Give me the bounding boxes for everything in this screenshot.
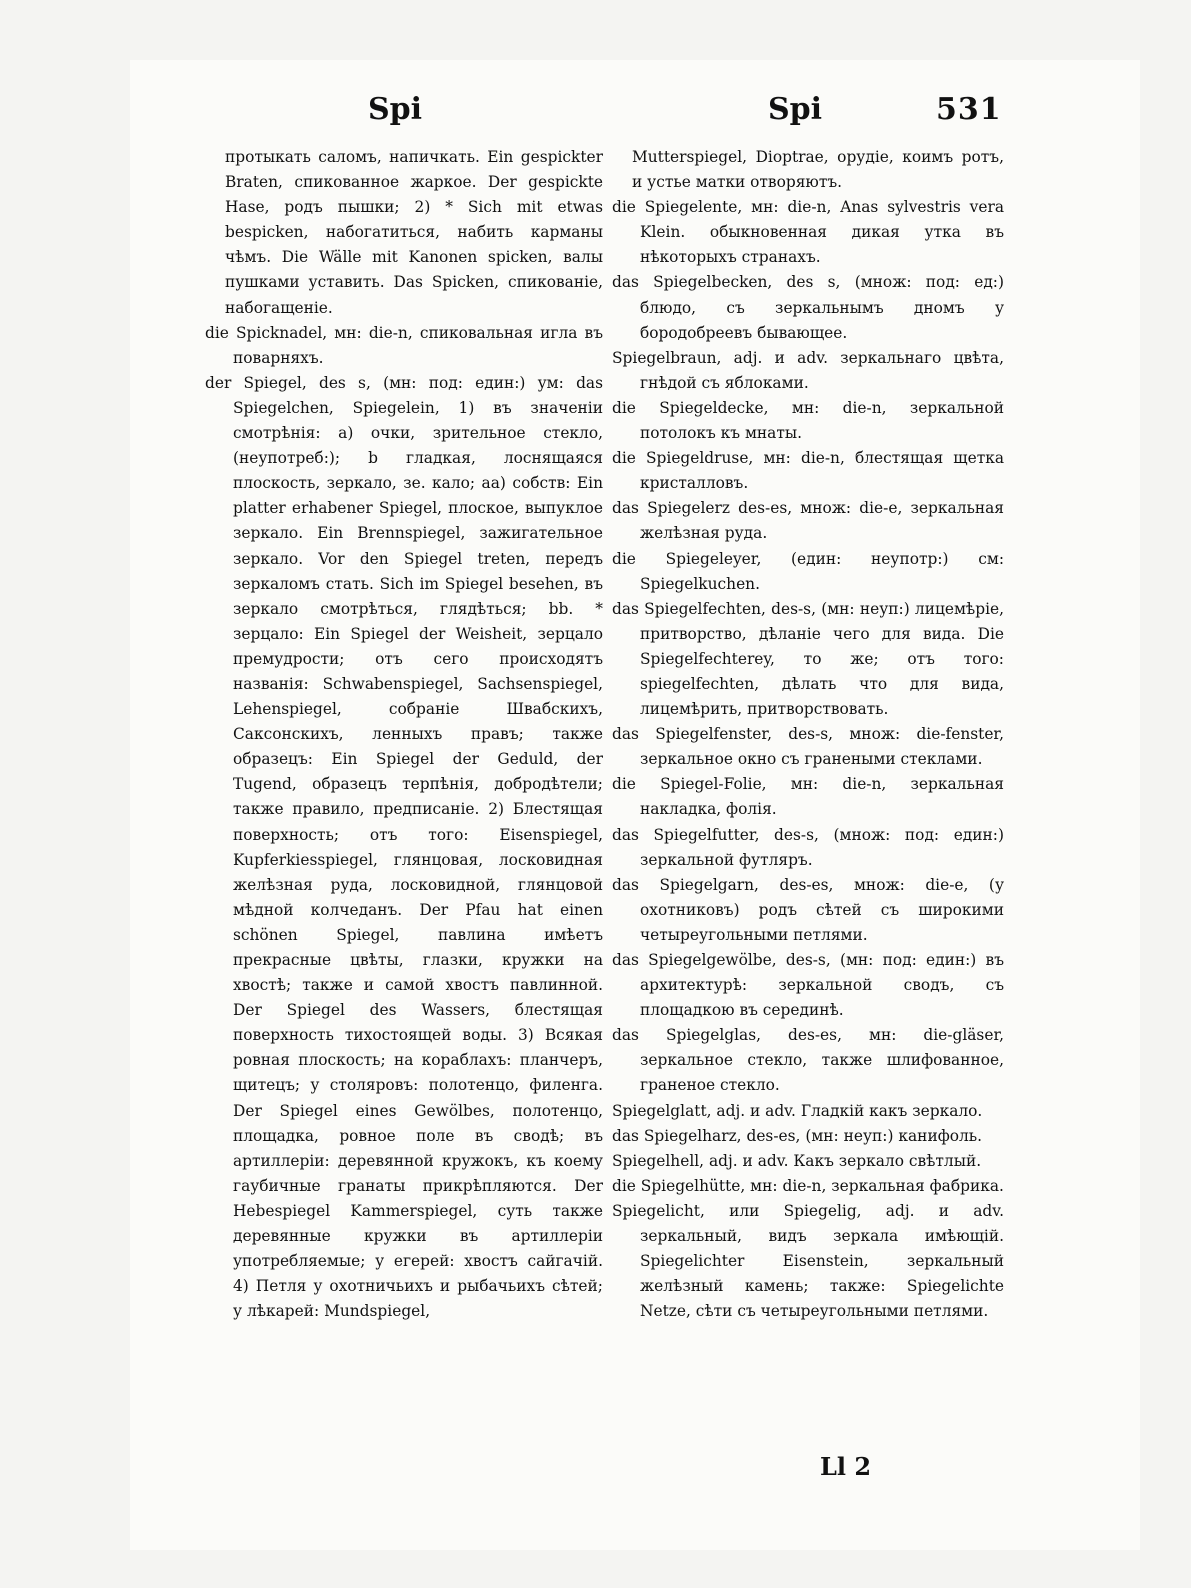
dictionary-entry: das Spiegelerz des-es, множ: die-e, зеркальная желѣзная руда. — [612, 499, 1004, 543]
dictionary-entry: das Spiegelgewölbe, des-s, (мн: под: един:) въ архитектурѣ: зеркальной сводъ, съ площадкою въ серединѣ. — [612, 951, 1004, 1020]
dictionary-entry: der Spiegel, des s, (мн: под: един:) ум: das Spiegelchen, Spiegelein, 1) въ значеніи смотрѣнія: a) очки, зрительное стекло, (неупотреб:); b гладкая, лоснящаяся плоскость, зеркало, зе. кало; aa) собств: Ein platter erhabener Spiegel, плоское, выпуклое зеркало. Ein Brennspiegel, зажигательное зеркало. Vor den Spiegel treten, передъ зеркаломъ стать. Sich im Spiegel besehen, въ зеркало смотрѣться, глядѣться; bb. * зерцало: Ein Spiegel der Weisheit, зерцало премудрости; отъ сего происходятъ названія: Schwabenspiegel, Sachsenspiegel, Lehenspiegel, собраніе Швабскихъ, Саксонскихъ, ленныхъ правъ; также образецъ: Ein Spiegel der Geduld, der Tugend, образецъ терпѣнія, добродѣтели; также правило, предписаніе. 2) Блестящая поверхность; отъ того: Eisenspiegel, Kupferkiesspiegel, глянцовая, лосковидная желѣзная руда, лосковидной, глянцовой мѣдной колчеданъ. Der Pfau hat einen schönen Spiegel, павлина имѣетъ прекрасные цвѣты, глазки, кружки на хвостѣ; также и самой хвостъ павлинной. Der Spiegel des Wassers, блестящая поверхность тихостоящей воды. 3) Всякая ровная плоскость; на кораблахъ: планчеръ, щитецъ; у столяровъ: полотенцо, филенга. Der Spiegel eines Gewölbes, полотенцо, площадка, ровное поле въ сводѣ; въ артиллеріи: деревянной кружокъ, къ коему гаубичные гранаты прикрѣпляются. Der Hebespiegel Kammerspiegel, суть также деревянные кружки въ артиллеріи употребляемые; у егерей: хвостъ сайгачій. 4) Петля у охотничьихъ и рыбачьихъ сѣтей; у лѣкарей: Mundspiegel, — [205, 373, 603, 1321]
dictionary-entry: Spiegelhell, adj. и adv. Какъ зеркало свѣтлый. — [612, 1151, 982, 1170]
dictionary-entry: Spiegelicht, или Spiegelig, adj. и adv. зеркальный, видъ зеркала имѣющій. Spiegelichter Eisenstein, зеркальный желѣзный камень; также: Spiegelichte Netze, сѣти съ четыреугольными петлями. — [612, 1201, 1004, 1321]
dictionary-entry: das Spiegelgarn, des-es, множ: die-e, (у охотниковъ) родъ сѣтей съ широкими четыреугольными петлями. — [612, 875, 1004, 944]
dictionary-entry: das Spiegelbecken, des s, (множ: под: ед:) блюдо, съ зеркальнымъ дномъ у бородобреевъ бывающее. — [612, 273, 1004, 342]
right-column — [612, 145, 1004, 1324]
dictionary-entry: Mutterspiegel, Dioptrae, орудіе, коимъ ротъ, и устье матки отворяютъ. — [632, 148, 1004, 192]
dictionary-entry: die Spiegeleyer, (един: неупотр:) см: Spiegelkuchen. — [612, 549, 1004, 593]
dictionary-entry: die Spiegeldecke, мн: die-n, зеркальной потолокъ къ мнаты. — [612, 398, 1004, 443]
dictionary-entry: Spiegelglatt, adj. и adv. Гладкій какъ зеркало. — [612, 1101, 983, 1120]
dictionary-entry: das Spiegelglas, des-es, мн: die-gläser, зеркальное стекло, также шлифованное, граненое стекло. — [612, 1026, 1004, 1095]
dictionary-entry: das Spiegelfenster, des-s, множ: die-fenster, зеркальное окно съ гранеными стеклами. — [612, 725, 1004, 769]
dictionary-entry: das Spiegelfutter, des-s, (множ: под: един:) зеркальной футляръ. — [612, 825, 1004, 869]
page-number: 531 — [936, 92, 1002, 127]
dictionary-entry: die Spiegel-Folie, мн: die-n, зеркальная накладка, фолія. — [612, 775, 1004, 819]
running-header — [0, 92, 1191, 142]
left-guide-word: Spi — [368, 92, 423, 127]
dictionary-entry: протыкать саломъ, напичкать. Ein gespickter Braten, спикованное жаркое. Der gespickte Hase, родъ пышки; 2) * Sich mit etwas bespicken, набогатиться, набить карманы чѣмъ. Die Wälle mit Kanonen spicken, валы пушками уставить. Das Spicken, спикованіе, набогащеніе. — [225, 148, 603, 317]
dictionary-entry: die Spicknadel, мн: die-n, спиковальная игла въ поварняхъ. — [205, 323, 603, 367]
dictionary-entry: die Spiegeldruse, мн: die-n, блестящая щетка кристалловъ. — [612, 449, 1004, 493]
dictionary-entry: Spiegelbraun, adj. и adv. зеркальнаго цвѣта, гнѣдой съ яблоками. — [612, 348, 1004, 392]
dictionary-entry: das Spiegelharz, des-es, (мн: неуп:) канифоль. — [612, 1126, 983, 1145]
signature-mark: Ll 2 — [820, 1452, 872, 1481]
dictionary-entry: das Spiegelfechten, des-s, (мн: неуп:) лицемѣріе, притворство, дѣланіе чего для вида. Die Spiegelfechterey, то же; отъ того: spiegelfechten, дѣлать что для вида, лицемѣрить, притворствовать. — [612, 599, 1004, 719]
left-column — [205, 145, 603, 1324]
right-guide-word: Spi — [768, 92, 823, 127]
dictionary-entry: die Spiegelente, мн: die-n, Anas sylvestris vera Klein. обыкновенная дикая утка въ нѣкоторыхъ странахъ. — [612, 198, 1004, 267]
dictionary-entry: die Spiegelhütte, мн: die-n, зеркальная фабрика. — [612, 1176, 1004, 1195]
